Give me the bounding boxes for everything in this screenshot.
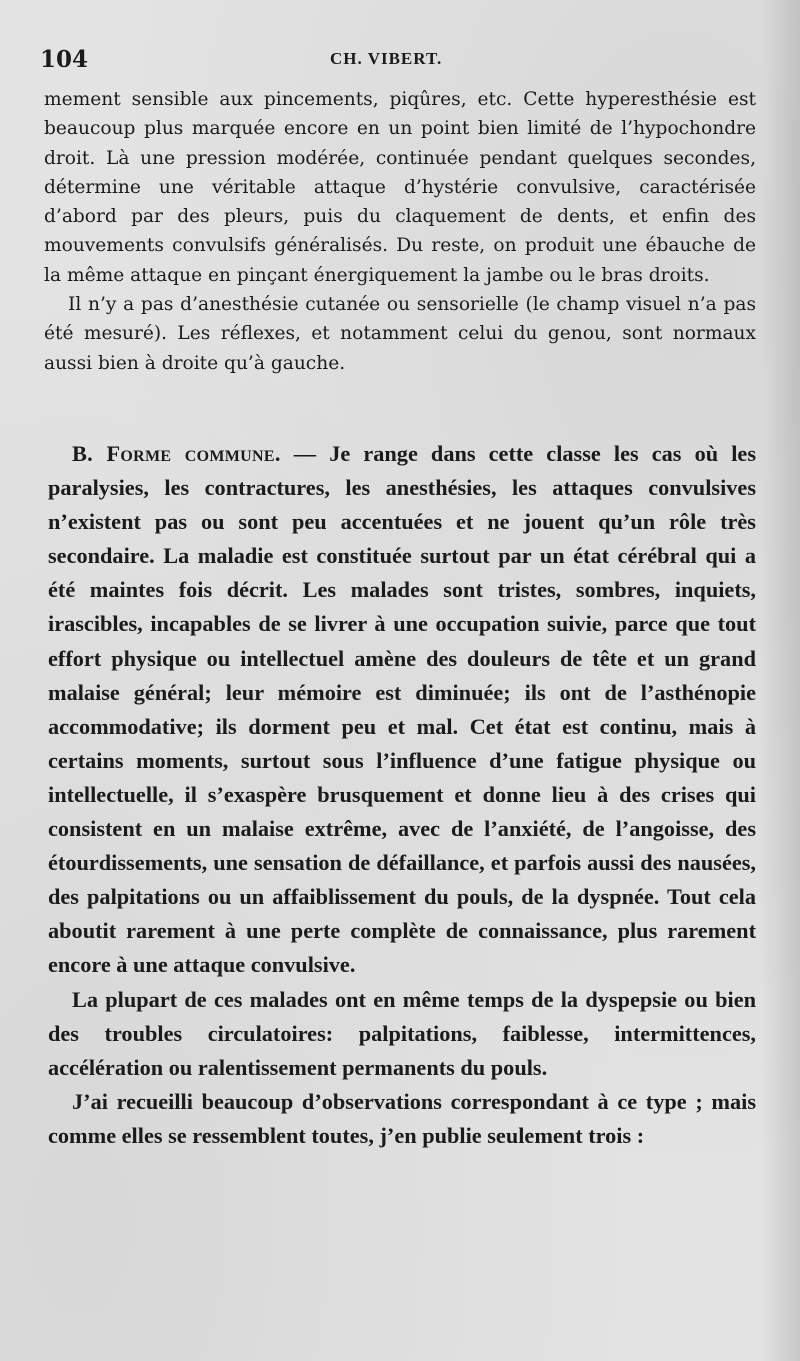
page-number: 104 <box>40 46 89 73</box>
paragraph-common-form-text: Je range dans cette classe les cas où les paralysies, les contractures, les anesthésies, les attaques convulsives n’existent pas ou sont peu accentuées et ne jouent qu’un rôle très secondaire. La maladie est constituée surtout par un état cérébral qui a été maintes fois décrit. Les malades sont tristes, sombres, inquiets, irascibles, incapables de se livrer à une occupation suivie, parce que tout effort physique ou intellectuel amène des douleurs de tête et un grand malaise général; leur mémoire est diminuée; ils ont de l’asthénopie accommodative; ils dorment peu et mal. Cet état est continu, mais à certains moments, surtout sous l’influence d’une fatigue physique ou intellectuelle, il s’exaspère brusquement et donne lieu à des crises qui consistent en un malaise extrême, avec de l’anxiété, de l’angoisse, des étourdissements, une sensation de défaillance, et parfois aussi des nausées, des palpitations ou un affaiblissement du pouls, de la dyspnée. Tout cela aboutit rarement à une perte complète de connaissance, plus rarement encore à une attaque convulsive. <box>48 441 756 978</box>
heading-dash: — <box>280 441 330 466</box>
paragraph-anesthesia: Il n’y a pas d’anesthésie cutanée ou sensorielle (le champ visuel n’a pas été mesuré). Les réflexes, et notamment celui du genou, sont normaux aussi bien à droite qu’à gauche. <box>44 294 756 374</box>
case-description-section <box>44 85 756 378</box>
running-head <box>40 46 770 76</box>
common-form-section <box>48 437 756 1153</box>
paragraph-hyperesthesia: mement sensible aux pincements, piqûres, etc. Cette hyperesthésie est beaucoup plus marquée encore en un point bien limité de l’hypochondre droit. Là une pression modérée, continuée pendant quelques secondes, détermine une véritable attaque d’hystérie convulsive, caractérisée d’abord par des pleurs, puis du claquement de dents, et enfin des mouvements convulsifs généralisés. Du reste, on produit une ébauche de la même attaque en pinçant énergiquement la jambe ou le bras droits. <box>44 89 756 286</box>
section-heading: B. Forme commune. <box>72 441 281 466</box>
paragraph-dyspepsia: La plupart de ces malades ont en même temps de la dyspepsie ou bien des troubles circulatoires: palpitations, faiblesse, intermittences, accélération ou ralentissement permanents du pouls. <box>48 986 756 1080</box>
paragraph-common-form <box>48 437 756 983</box>
running-head-author: CH. VIBERT. <box>330 49 443 68</box>
page-edge-shadow <box>760 0 800 1361</box>
paragraph-observations: J’ai recueilli beaucoup d’observations correspondant à ce type ; mais comme elles se ressemblent toutes, j’en publie seulement trois : <box>48 1088 756 1148</box>
